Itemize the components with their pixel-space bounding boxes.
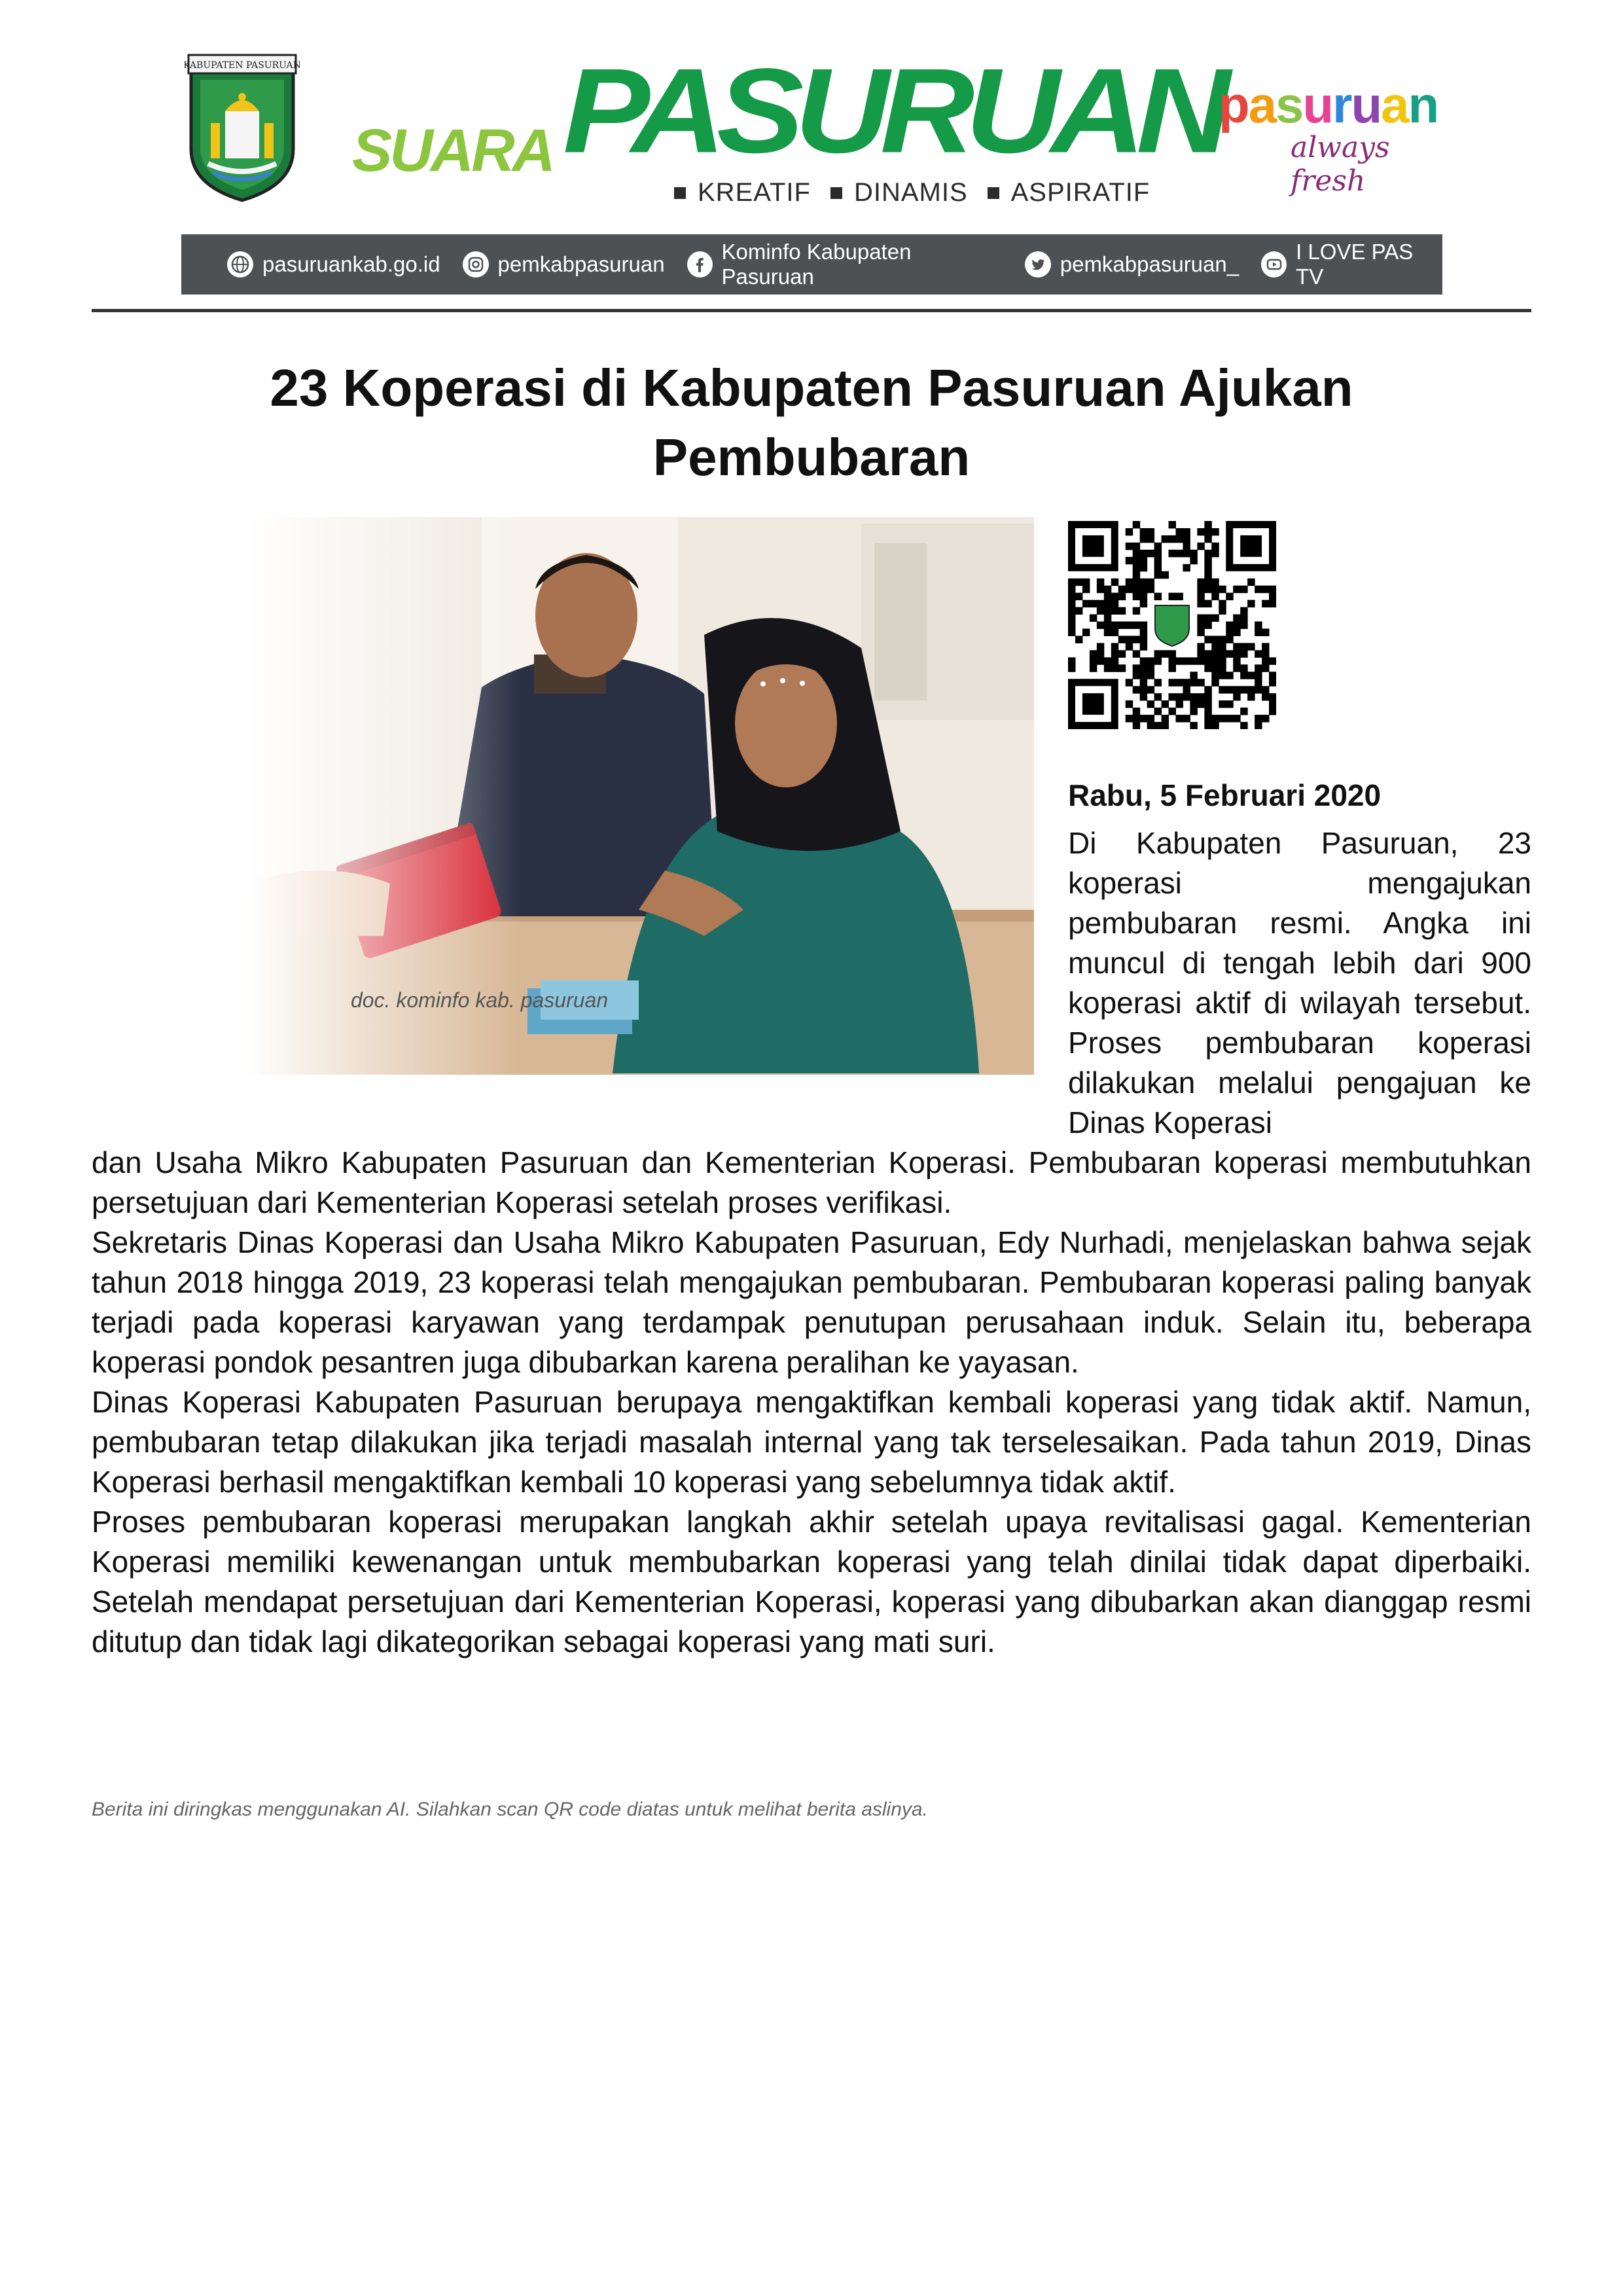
ai-summary-note: Berita ini diringkas menggunakan AI. Silahkan scan QR code diatas untuk melihat berita aslinya.: [92, 1799, 928, 1820]
pasuruan-always-fresh-logo: [1219, 76, 1454, 198]
social-instagram-label: pemkabpasuruan: [497, 252, 665, 276]
square-bullet-icon: [830, 187, 842, 199]
masthead-suara: SUARA: [352, 117, 554, 184]
article-date: Rabu, 5 Februari 2020: [1068, 778, 1382, 812]
emblem-banner-text: KABUPATEN PASURUAN: [185, 60, 300, 71]
brand-letter: r: [1332, 76, 1351, 134]
article-paragraph: Sekretaris Dinas Koperasi dan Usaha Mikro Kabupaten Pasuruan, Edy Nurhadi, menjelaskan bahwa sejak tahun 2018 hingga 2019, 23 koperasi telah mengajukan pembubaran. Pembubaran koperasi paling banyak terjadi pada koperasi karyawan yang terdampak penutupan perusahaan induk. Selain itu, beberapa koperasi pondok pesantren juga dibubarkan karena peralihan ke yayasan.: [92, 1225, 1531, 1379]
article-lead-paragraph: Di Kabupaten Pasuruan, 23 koperasi mengajukan pembubaran resmi. Angka ini muncul di tengah lebih dari 900 koperasi aktif di wilayah tersebut. Proses pembubaran koperasi dilakukan melalui pengajuan ke Dinas Koperasi: [1068, 826, 1531, 1139]
social-facebook[interactable]: [687, 240, 1003, 289]
twitter-icon: [1025, 251, 1051, 278]
square-bullet-icon: [674, 187, 686, 199]
article-paragraph: Proses pembubaran koperasi merupakan langkah akhir setelah upaya revitalisasi gagal. Kementerian Koperasi memiliki kewenangan untuk membubarkan koperasi yang telah dinilai tidak dapat diperbaiki. Setelah mendapat persetujuan dari Kementerian Koperasi, koperasi yang dibubarkan akan dianggap resmi ditutup dan tidak lagi dikategorikan sebagai koperasi yang mati suri.: [92, 1505, 1531, 1659]
qr-emblem-icon: [1155, 605, 1189, 646]
article-title: [92, 353, 1531, 492]
tagline: [674, 178, 1150, 207]
social-facebook-label: Kominfo Kabupaten Pasuruan: [721, 240, 912, 289]
square-bullet-icon: [988, 187, 999, 199]
article-paragraph: Dinas Koperasi Kabupaten Pasuruan berupaya mengaktifkan kembali koperasi yang tidak aktif. Namun, pembubaran tetap dilakukan jika terjadi masalah internal yang tak terselesaikan. Pada tahun 2019, Dinas Koperasi berhasil mengaktifkan kembali 10 koperasi yang sebelumnya tidak aktif.: [92, 1385, 1531, 1499]
tagline-item: DINAMIS: [830, 178, 968, 207]
social-bar: [181, 234, 1442, 295]
social-twitter[interactable]: [1025, 251, 1239, 278]
social-website-label: pasuruankab.go.id: [262, 252, 440, 276]
article-body: [92, 1143, 1531, 1662]
social-youtube-label: I LOVE PAS TV: [1296, 240, 1414, 289]
masthead-pasuruan: PASURUAN: [563, 43, 1222, 179]
facebook-icon: [687, 251, 713, 278]
youtube-icon: [1261, 251, 1287, 278]
article-photo: [246, 517, 1034, 1075]
qr-code[interactable]: [1068, 521, 1276, 729]
regency-emblem: [185, 51, 300, 203]
photo-credit: doc. kominfo kab. pasuruan: [351, 988, 609, 1012]
brand-letter: a: [1248, 76, 1276, 134]
brand-letter: s: [1275, 76, 1303, 134]
header-divider: [92, 309, 1531, 312]
social-instagram[interactable]: [463, 251, 665, 278]
social-youtube[interactable]: [1261, 240, 1442, 289]
tagline-item: KREATIF: [674, 178, 811, 207]
brand-letter: a: [1381, 76, 1408, 134]
brand-letter: u: [1302, 76, 1333, 134]
brand-letter: n: [1408, 76, 1438, 134]
brand-tagline: always fresh: [1291, 131, 1390, 198]
instagram-icon: [463, 251, 489, 278]
social-website[interactable]: [227, 251, 440, 278]
tagline-item: ASPIRATIF: [988, 178, 1150, 207]
article-title-line: 23 Koperasi di Kabupaten Pasuruan Ajukan: [270, 359, 1353, 417]
article-paragraph: dan Usaha Mikro Kabupaten Pasuruan dan Kementerian Koperasi. Pembubaran koperasi membutuhkan persetujuan dari Kementerian Koperasi setelah proses verifikasi.: [92, 1145, 1531, 1219]
globe-icon: [227, 251, 253, 278]
article-title-line: Pembubaran: [652, 428, 971, 486]
brand-letter: u: [1351, 76, 1382, 134]
brand-word: [1219, 76, 1454, 134]
social-twitter-label: pemkabpasuruan_: [1060, 252, 1240, 276]
brand-letter: p: [1219, 76, 1249, 134]
